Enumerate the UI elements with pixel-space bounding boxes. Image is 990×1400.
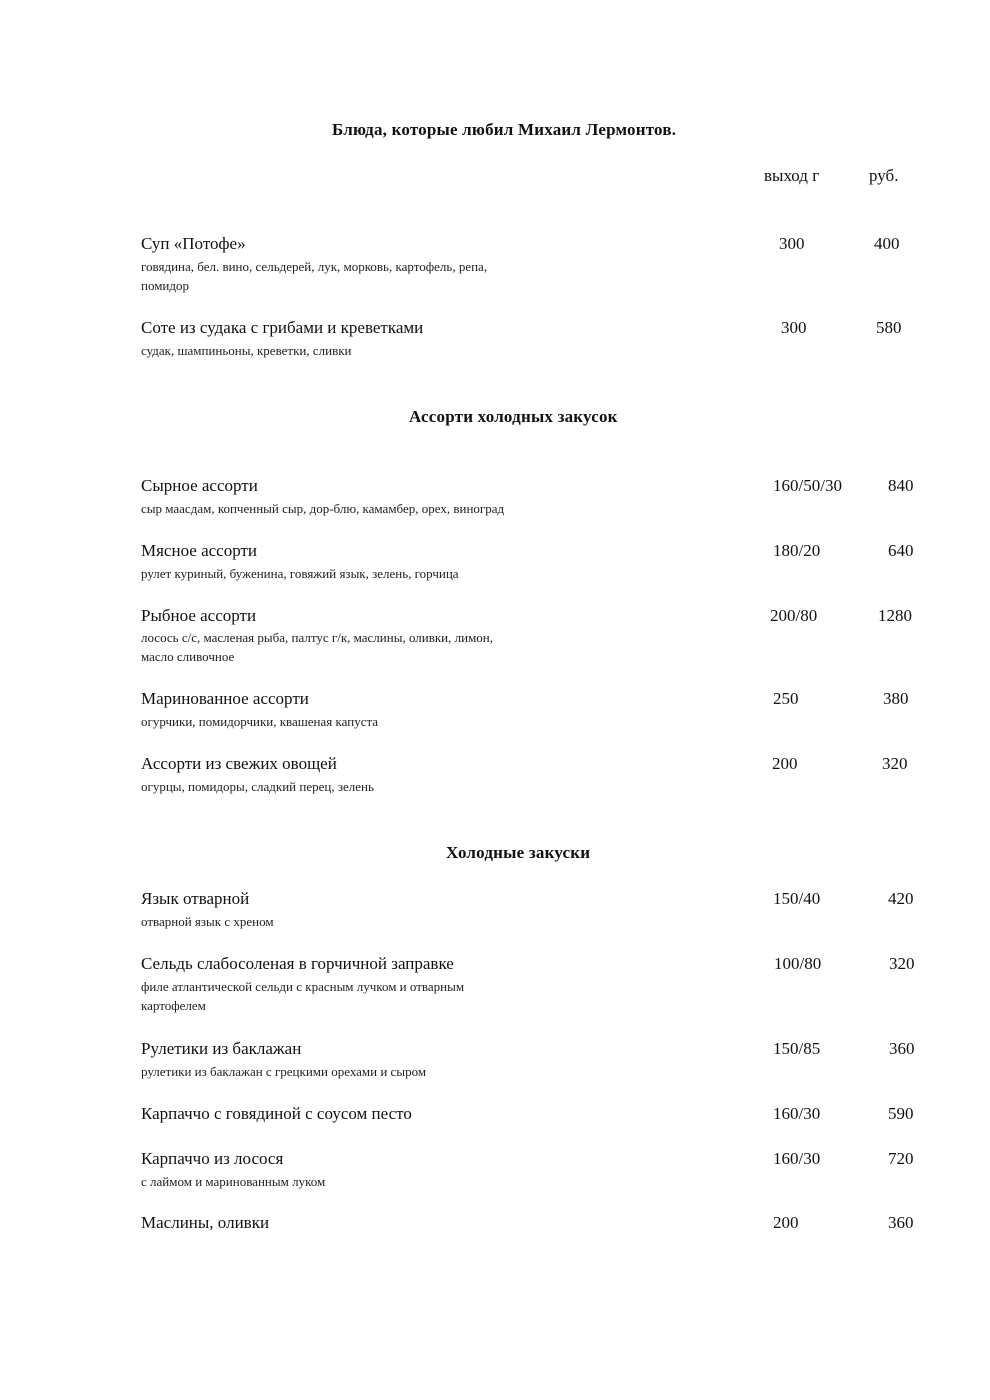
- item-yield: 180/20: [773, 541, 821, 560]
- item-price: 420: [888, 889, 914, 908]
- item-yield: 150/40: [773, 889, 821, 908]
- item-name: Карпаччо с говядиной с соусом песто: [141, 1104, 412, 1123]
- item-name: Соте из судака с грибами и креветками: [141, 318, 424, 337]
- item-price: 320: [889, 954, 915, 973]
- item-name: Сырное ассорти: [141, 476, 258, 495]
- item-price: 1280: [878, 606, 912, 625]
- item-description: лосось с/с, масленая рыба, палтус г/к, маслины, оливки, лимон, масло сливочное: [141, 630, 494, 664]
- item-yield: 300: [779, 234, 805, 253]
- item-description: судак, шампиньоны, креветки, сливки: [141, 343, 352, 358]
- item-name: Маринованное ассорти: [141, 689, 309, 708]
- section-heading: Ассорти холодных закусок: [409, 407, 618, 426]
- item-yield: 100/80: [774, 954, 822, 973]
- item-yield: 160/50/30: [773, 476, 842, 495]
- item-name: Рулетики из баклажан: [141, 1039, 302, 1058]
- item-price: 380: [883, 689, 909, 708]
- item-yield: 250: [773, 689, 799, 708]
- item-price: 360: [889, 1039, 915, 1058]
- item-price: 320: [882, 754, 908, 773]
- item-price: 590: [888, 1104, 914, 1123]
- item-name: Сельдь слабосоленая в горчичной заправке: [141, 954, 454, 973]
- item-name: Суп «Потофе»: [141, 234, 246, 253]
- item-name: Ассорти из свежих овощей: [141, 754, 337, 773]
- item-price: 640: [888, 541, 914, 560]
- item-description: говядина, бел. вино, сельдерей, лук, морковь, картофель, репа, помидор: [141, 259, 488, 293]
- item-yield: 200: [772, 754, 798, 773]
- item-yield: 300: [781, 318, 807, 337]
- item-description: с лаймом и маринованным луком: [141, 1174, 326, 1189]
- item-description: рулетики из баклажан с грецкими орехами и сыром: [141, 1064, 427, 1079]
- item-yield: 200/80: [770, 606, 818, 625]
- section-heading: Холодные закуски: [446, 843, 591, 862]
- item-price: 580: [876, 318, 902, 337]
- item-price: 400: [874, 234, 900, 253]
- item-price: 720: [888, 1149, 914, 1168]
- column-header-yield: выход г: [764, 166, 820, 185]
- item-description: огурчики, помидорчики, квашеная капуста: [141, 714, 379, 729]
- item-name: Маслины, оливки: [141, 1213, 270, 1232]
- item-name: Рыбное ассорти: [141, 606, 257, 625]
- item-yield: 160/30: [773, 1149, 821, 1168]
- item-name: Мясное ассорти: [141, 541, 258, 560]
- column-header-price: руб.: [869, 166, 899, 185]
- item-description: огурцы, помидоры, сладкий перец, зелень: [141, 779, 374, 794]
- item-yield: 200: [773, 1213, 799, 1232]
- item-description: сыр маасдам, копченный сыр, дор-блю, камамбер, орех, виноград: [141, 501, 505, 516]
- item-name: Язык отварной: [141, 889, 250, 908]
- item-price: 360: [888, 1213, 914, 1232]
- item-description: рулет куриный, буженина, говяжий язык, зелень, горчица: [141, 566, 459, 581]
- item-yield: 160/30: [773, 1104, 821, 1123]
- item-description: отварной язык с хреном: [141, 914, 274, 929]
- item-description: филе атлантической сельди с красным лучком и отварным картофелем: [141, 979, 465, 1013]
- item-name: Карпаччо из лосося: [141, 1149, 284, 1168]
- item-price: 840: [888, 476, 914, 495]
- page-title: Блюда, которые любил Михаил Лермонтов.: [332, 120, 677, 139]
- item-yield: 150/85: [773, 1039, 821, 1058]
